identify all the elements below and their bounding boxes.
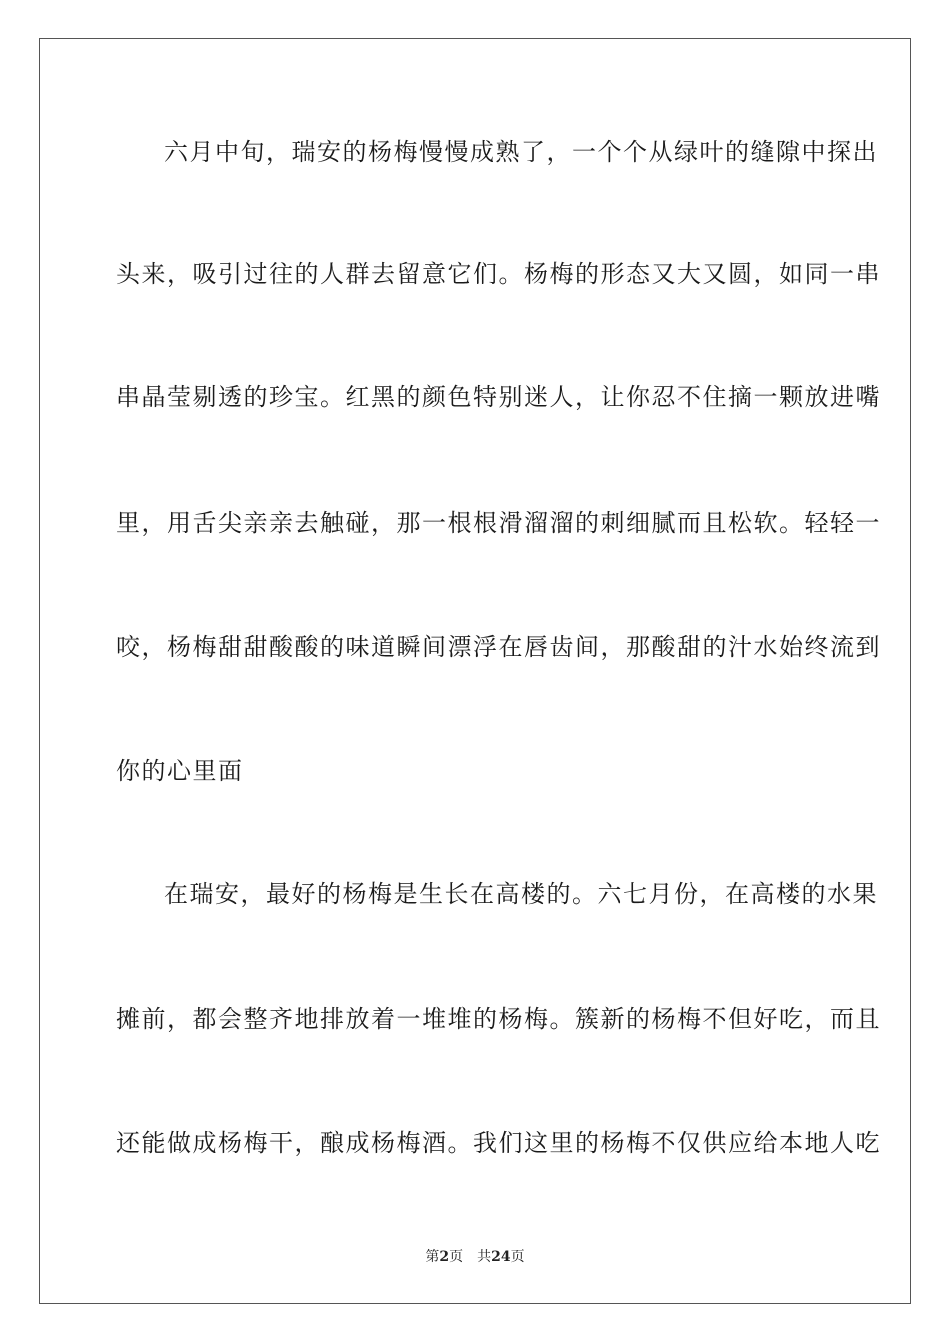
footer-current-page: 2 [439,1249,450,1265]
footer-total-suffix: 页 [510,1249,525,1265]
paragraph-1-line-4: 里，用舌尖亲亲去触碰，那一根根滑溜溜的刺细腻而且松软。轻轻一 [116,509,881,537]
paragraph-1-line-3: 串晶莹剔透的珍宝。红黑的颜色特别迷人，让你忍不住摘一颗放进嘴 [116,383,881,411]
page-footer [0,1248,950,1266]
paragraph-1-line-6: 你的心里面 [116,757,244,785]
paragraph-1-line-5: 咬，杨梅甜甜酸酸的味道瞬间漂浮在唇齿间，那酸甜的汁水始终流到 [116,633,881,661]
paragraph-1-line-1: 六月中旬，瑞安的杨梅慢慢成熟了，一个个从绿叶的缝隙中探出 [164,138,878,166]
page-border [39,38,911,1304]
footer-total-prefix: 共 [477,1249,492,1265]
footer-total-pages: 24 [491,1249,511,1265]
paragraph-2-line-3: 还能做成杨梅干，酿成杨梅酒。我们这里的杨梅不仅供应给本地人吃 [116,1129,881,1157]
footer-prefix: 第 [425,1249,440,1265]
paragraph-2-line-1: 在瑞安，最好的杨梅是生长在高楼的。六七月份，在高楼的水果 [164,880,878,908]
paragraph-1-line-2: 头来，吸引过往的人群去留意它们。杨梅的形态又大又圆，如同一串 [116,260,881,288]
footer-page-suffix: 页 [449,1249,464,1265]
paragraph-2-line-2: 摊前，都会整齐地排放着一堆堆的杨梅。簇新的杨梅不但好吃，而且 [116,1005,881,1033]
